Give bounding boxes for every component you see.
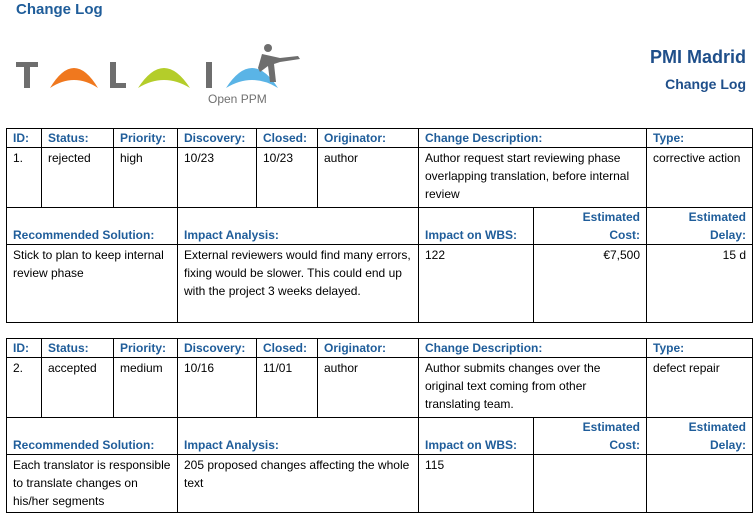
- estimated-delay-label: Estimated Delay:: [647, 418, 753, 455]
- entry-status: accepted: [42, 358, 114, 418]
- entry-originator: author: [318, 358, 419, 418]
- originator-label: Originator:: [318, 339, 419, 358]
- entry-estimated-cost: [534, 455, 647, 513]
- originator-label: Originator:: [318, 129, 419, 148]
- estimated-delay-label: Estimated Delay:: [647, 208, 753, 245]
- discovery-label: Discovery:: [178, 339, 257, 358]
- entry-discovery: 10/16: [178, 358, 257, 418]
- organization-name: PMI Madrid: [649, 47, 746, 67]
- type-label: Type:: [647, 129, 753, 148]
- status-label: Status:: [42, 339, 114, 358]
- recommended-solution-label: Recommended Solution:: [7, 418, 178, 455]
- entry-estimated-delay: 15 d: [647, 245, 753, 323]
- status-label: Status:: [42, 129, 114, 148]
- closed-label: Closed:: [257, 129, 318, 148]
- type-label: Type:: [647, 339, 753, 358]
- entry-change-description: Author submits changes over the original text coming from other translating team.: [419, 358, 647, 418]
- discovery-label: Discovery:: [178, 129, 257, 148]
- entry-closed: 10/23: [257, 148, 318, 208]
- closed-label: Closed:: [257, 339, 318, 358]
- change-entry-table: [6, 128, 753, 323]
- entry-type: corrective action: [647, 148, 753, 208]
- entry-id: 1.: [7, 148, 42, 208]
- impact-on-wbs-label: Impact on WBS:: [419, 418, 534, 455]
- priority-label: Priority:: [114, 129, 178, 148]
- page-subtitle: Change Log: [665, 76, 746, 92]
- entry-status: rejected: [42, 148, 114, 208]
- entry-originator: author: [318, 148, 419, 208]
- estimated-cost-label: Estimated Cost:: [534, 208, 647, 245]
- entry-impact-analysis: 205 proposed changes affecting the whole text: [178, 455, 419, 513]
- entry-type: defect repair: [647, 358, 753, 418]
- id-label: ID:: [7, 129, 42, 148]
- entry-priority: high: [114, 148, 178, 208]
- logo-subtitle: Open PPM: [208, 92, 267, 106]
- entry-id: 2.: [7, 358, 42, 418]
- impact-analysis-label: Impact Analysis:: [178, 208, 419, 245]
- entry-recommended-solution: Each translator is responsible to translate changes on his/her segments: [7, 455, 178, 513]
- impact-analysis-label: Impact Analysis:: [178, 418, 419, 455]
- document-title: Change Log: [16, 1, 103, 18]
- change-description-label: Change Description:: [419, 129, 647, 148]
- entry-impact-analysis: External reviewers would find many errors, fixing would be slower. This could end up with the project 3 weeks delayed.: [178, 245, 419, 323]
- impact-on-wbs-label: Impact on WBS:: [419, 208, 534, 245]
- entry-priority: medium: [114, 358, 178, 418]
- entry-estimated-delay: [647, 455, 753, 513]
- entry-impact-on-wbs: 122: [419, 245, 534, 323]
- entry-impact-on-wbs: 115: [419, 455, 534, 513]
- id-label: ID:: [7, 339, 42, 358]
- entry-closed: 11/01: [257, 358, 318, 418]
- change-description-label: Change Description:: [419, 339, 647, 358]
- change-entry-table: [6, 338, 753, 513]
- entry-estimated-cost: €7,500: [534, 245, 647, 323]
- priority-label: Priority:: [114, 339, 178, 358]
- entry-recommended-solution: Stick to plan to keep internal review phase: [7, 245, 178, 323]
- entry-change-description: Author request start reviewing phase overlapping translation, before internal review: [419, 148, 647, 208]
- estimated-cost-label: Estimated Cost:: [534, 418, 647, 455]
- entry-discovery: 10/23: [178, 148, 257, 208]
- recommended-solution-label: Recommended Solution:: [7, 208, 178, 245]
